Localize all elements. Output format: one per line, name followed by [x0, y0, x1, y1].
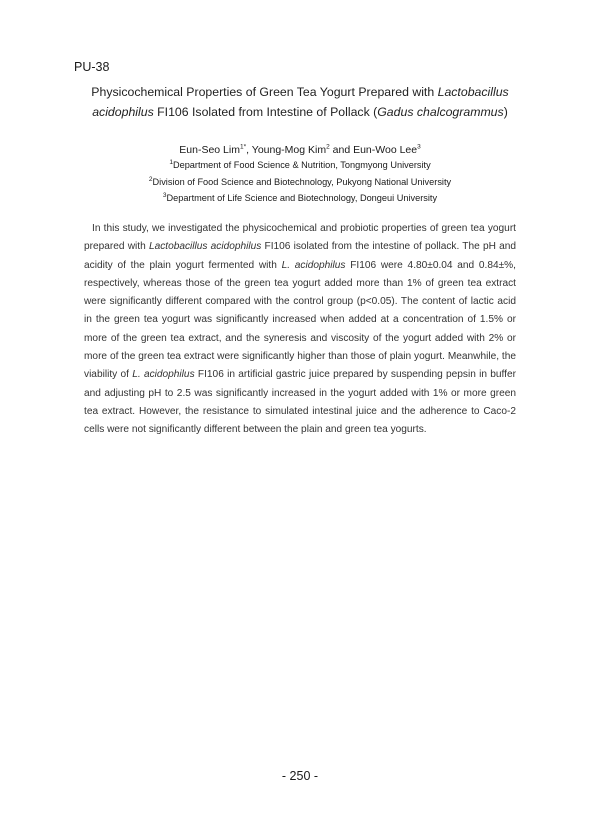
affiliation-sup: 2 [148, 175, 153, 183]
author-name: Eun-Woo Lee [353, 144, 418, 156]
title-part1: Physicochemical Properties of Green Tea Yogurt Prepared with [91, 85, 438, 99]
paper-title [70, 82, 530, 122]
author-list [70, 142, 530, 158]
abstract [84, 220, 516, 440]
author-separator: and [329, 144, 354, 156]
page-number: - 250 - [281, 769, 319, 783]
author-name: Young-Mog Kim [251, 144, 327, 156]
abstract-text: FI106 were 4.80±0.04 and 0.84±%, respectively, whereas those of the green tea yogurt added more than 1% of green tea extract were significantly different compared with the control group (p<0.05). The content of lactic acid in the green tea yogurt was significantly increased when added at a concentration of 1.5% or more of the green tea extract, and the syneresis and viscosity of the yogurt added with 2% or more of the green tea extract were significantly higher than those of plain yogurt. Meanwhile, the viability of [84, 259, 516, 381]
author-separator: , [246, 144, 252, 156]
abstract-species: Lactobacillus acidophilus [148, 241, 262, 253]
title-species1: Lactobacillus acidophilus [92, 85, 509, 119]
author-sup: 1* [239, 143, 247, 151]
title-part3: ) [503, 105, 508, 119]
affiliation-text: Department of Food Science & Nutrition, Tongmyong University [172, 160, 431, 170]
paper-code: PU-38 [74, 60, 110, 74]
abstract-text: In this study, we investigated the physicochemical and probiotic properties of green tea yogurt prepared with [84, 223, 516, 253]
abstract-paragraph [84, 220, 516, 440]
abstract-species: L. acidophilus [281, 259, 346, 271]
affiliation-sup: 1 [169, 158, 173, 166]
affiliation-text: Division of Food Science and Biotechnology, Pukyong National University [152, 177, 452, 187]
affiliation-text: Department of Life Science and Biotechnology, Dongeui University [166, 193, 438, 203]
abstract-text: FI106 isolated from the intestine of pollack. The pH and acidity of the plain yogurt fermented with [84, 241, 516, 271]
affiliation-2 [70, 175, 530, 189]
author-sup: 2 [326, 143, 330, 151]
abstract-text: FI106 in artificial gastric juice prepared by suspending pepsin in buffer and adjusting pH to 2.5 was significantly increased in the yogurt added with 1% or more green tea extract. However, the resistance to simulated intestinal juice and the adherence to Caco-2 cells were not significantly different between the plain and green tea yogurts. [84, 369, 517, 436]
affiliation-3 [70, 191, 530, 205]
author-name: Eun-Seo Lim [179, 144, 240, 156]
author-sup: 3 [417, 143, 421, 151]
title-species2: Gadus chalcogrammus [377, 105, 504, 119]
affiliation-1 [70, 158, 530, 172]
title-part2: FI106 Isolated from Intestine of Pollack ( [153, 105, 378, 119]
abstract-species: L. acidophilus [132, 369, 195, 381]
affiliation-sup: 3 [162, 191, 167, 199]
